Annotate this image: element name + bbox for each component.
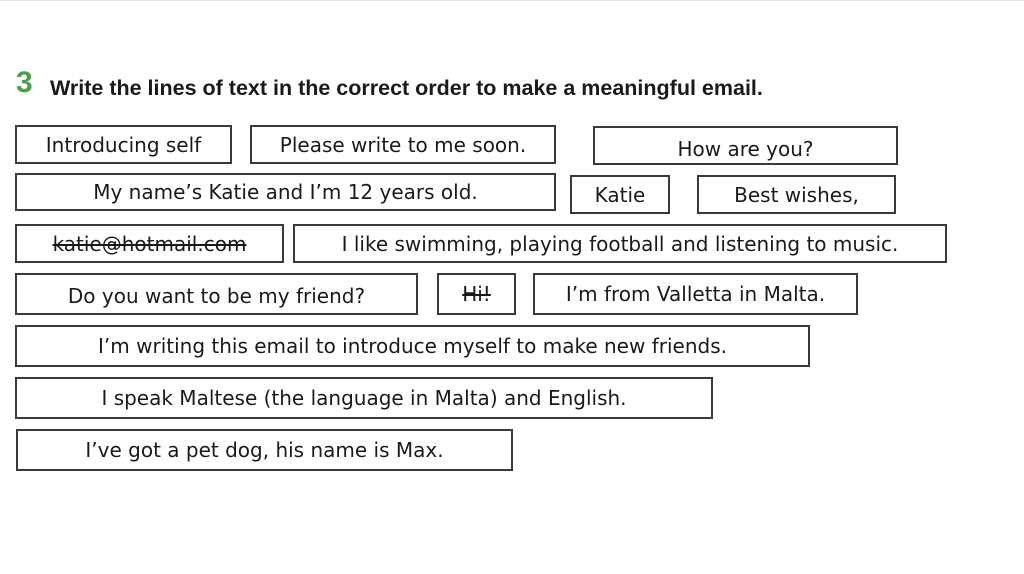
strip-my-name[interactable] bbox=[15, 173, 556, 211]
strip-email-address[interactable] bbox=[15, 224, 284, 263]
strip-text: Introducing self bbox=[45, 132, 202, 157]
strip-text: I’m writing this email to introduce myself to make new friends. bbox=[98, 334, 727, 358]
strip-katie[interactable] bbox=[570, 175, 670, 214]
strip-text: Do you want to be my friend? bbox=[67, 284, 366, 308]
strip-text: I’m from Valletta in Malta. bbox=[565, 282, 826, 306]
strip-text: I’ve got a pet dog, his name is Max. bbox=[85, 438, 444, 462]
strip-i-speak[interactable] bbox=[15, 377, 713, 419]
strip-i-like[interactable] bbox=[293, 224, 947, 263]
strip-text: Katie bbox=[594, 182, 646, 207]
strip-text: katie@hotmail.com bbox=[52, 231, 247, 256]
strip-text: My name’s Katie and I’m 12 years old. bbox=[93, 180, 478, 204]
strip-pet-dog[interactable] bbox=[16, 429, 513, 471]
strip-im-writing[interactable] bbox=[15, 325, 810, 367]
strip-text: How are you? bbox=[677, 136, 814, 161]
exercise-instruction: Write the lines of text in the correct order to make a meaningful email. bbox=[50, 76, 763, 100]
strip-im-from[interactable] bbox=[533, 273, 858, 315]
strip-text: Best wishes, bbox=[734, 182, 859, 207]
strip-do-you-want[interactable] bbox=[15, 273, 418, 315]
strip-best-wishes[interactable] bbox=[697, 175, 896, 214]
strip-how-are-you[interactable] bbox=[593, 126, 898, 165]
strip-hi[interactable] bbox=[437, 273, 516, 315]
strip-introducing-self[interactable] bbox=[15, 125, 232, 164]
strip-text: I speak Maltese (the language in Malta) and English. bbox=[101, 386, 627, 410]
exercise-number: 3 bbox=[16, 66, 33, 99]
strip-text: I like swimming, playing football and listening to music. bbox=[341, 231, 899, 256]
top-divider bbox=[0, 0, 1024, 1]
strip-text: Please write to me soon. bbox=[279, 132, 527, 157]
strip-please-write[interactable] bbox=[250, 125, 556, 164]
strip-text: Hi! bbox=[462, 282, 491, 306]
